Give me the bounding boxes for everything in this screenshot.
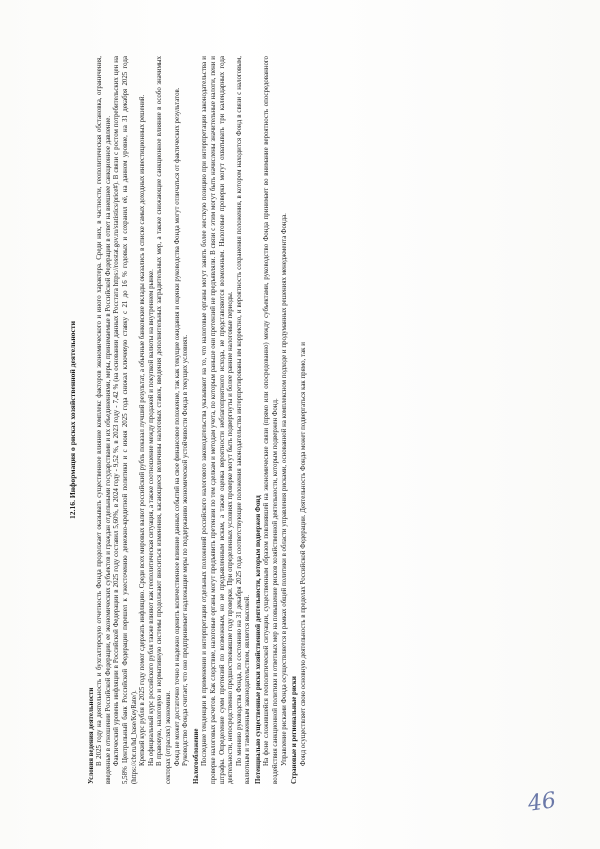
rotated-text-block	[65, 50, 535, 790]
section-heading: 12.16. Информация о рисках хозяйственной деятельности	[68, 321, 77, 519]
document-body	[88, 56, 309, 784]
paragraph: Управление рисками Фонда осуществляется в рамках общей политики в области управления рисками, основанной на комплексном подходе и продуманных решениях менеджмента Фонда.	[280, 213, 288, 766]
paragraph: По мнению руководства Фонда, по состоянию на 31 декабря 2025 года соответствующие положения законодательства интерпретированы им корректно, и вероятность сохранения положения, в котором находится Фонд в связи с налоговым, валютным и таможенным законодательством, является высокой.	[235, 56, 252, 784]
subheading: Потенциально существенные риски хозяйственной деятельности, которым подвержен Фонд	[254, 495, 262, 784]
paragraph: Последние тенденции в применении и интерпретации отдельных положений российского налогового законодательства указывают на то, что налоговые органы могут занять более жесткую позицию при интерпретации законодательства и проверке налоговых расчетов. Как следствие, налоговые органы могут предъявить претензии по тем сделкам и методам учета, по которым раньше они претензий не предъявляли. В связи с этим могут быть начислены значительные налоги, пени и штрафы. Определение сумм претензий по возможным, но не предъявленным искам, а также оценка вероятности неблагоприятного исхода, не представляются возможным. Налоговые проверки могут охватывать три календарных года деятельности, непосредственно предшествовавшие году проверки. При определенных условиях проверке могут быть подвергнуты и более ранние налоговые периоды.	[201, 56, 235, 784]
paragraph: В правовую, налоговую и нормативную системы продолжают вноситься изменения, касающиеся величины налоговых ставок, введения дополнительных заградительных мер, а также снижающие санкционное влияние в особо значимых секторах (отраслях) экономики.	[156, 56, 172, 784]
paragraph: Крепкий курс рубля в 2025 году помог сдержать инфляцию. Среди всех мировых валют российский рубль показал лучший результат, а обычные банковские вклады оказались в списке самых доходных инвестиционных решений.	[139, 94, 147, 766]
paragraph: Фонд не может достаточно точно и надежно оценить количественное влияние данных событий на свое финансовое положение, так как текущие ожидания и оценки руководства Фонда могут отличаться от фактических результатов.	[173, 87, 181, 766]
paragraph: На официальный курс российского рубля также влияют как геополитическая ситуация, а также соотношение между продажей и покупкой валюты на внутреннем рынке.	[147, 269, 155, 766]
subheading: Налогообложение	[192, 728, 200, 784]
subheading: Страновые и региональные риски	[291, 676, 299, 784]
paragraph: Фактический уровень инфляции в Российской Федерации в 2025 году составил 5,60%, в 2024 году - 9,52 %, в 2023 году - 7,42 % (на основании данных Росстата https://rosstat.gov.ru/statistics/price#). В связи с ростом потребительских цен на 5,58% Центральный банк Российской Федерации перешел к ужесточению денежно-кредитной политики и с июня 2025 года снижал ключевую ставку с 21 до 16 % годовых и сохранил её, на данном уровне, на 31 декабря 2025 года (https://cbr.ru/hd_base/KeyRate/).	[113, 56, 138, 784]
subheading: Условия ведения деятельности	[87, 687, 95, 784]
paragraph: Руководство Фонда считает, что оно предпринимает надлежащие меры по поддержанию экономической устойчивости Фонда в текущих условиях.	[182, 334, 190, 766]
handwritten-page-number: 46	[526, 788, 558, 817]
paragraph: В 2025 году на деятельность и бухгалтерскую отчетность Фонда продолжает оказывать существенное влияние комплекс факторов экономического и иного характера. Среди них, в частности, геополитическая обстановка, ограничения, введенные в отношении Российской Федерации, ее экономических субъектов и граждан отдельными государствами и их объединениями, меры, принимаемые в Российской Федерации в ответ на внешнее санкционное давление.	[96, 56, 112, 784]
paragraph: На фоне сложившейся геополитической ситуации, существенным образом повлиявшей на экономические связи (прямо или опосредованно) между субъектами, руководство Фонда принимает во внимание вероятность опосредованного воздействия санкционной политики и ответных мер на повышение рисков хозяйственной деятельности, которым подвержен Фонд.	[263, 56, 280, 784]
paragraph: Фонд осуществляет свою основную деятельность в пределах Российской Федерации. Деятельность Фонда может подвергаться как прямо, так и	[299, 342, 307, 766]
